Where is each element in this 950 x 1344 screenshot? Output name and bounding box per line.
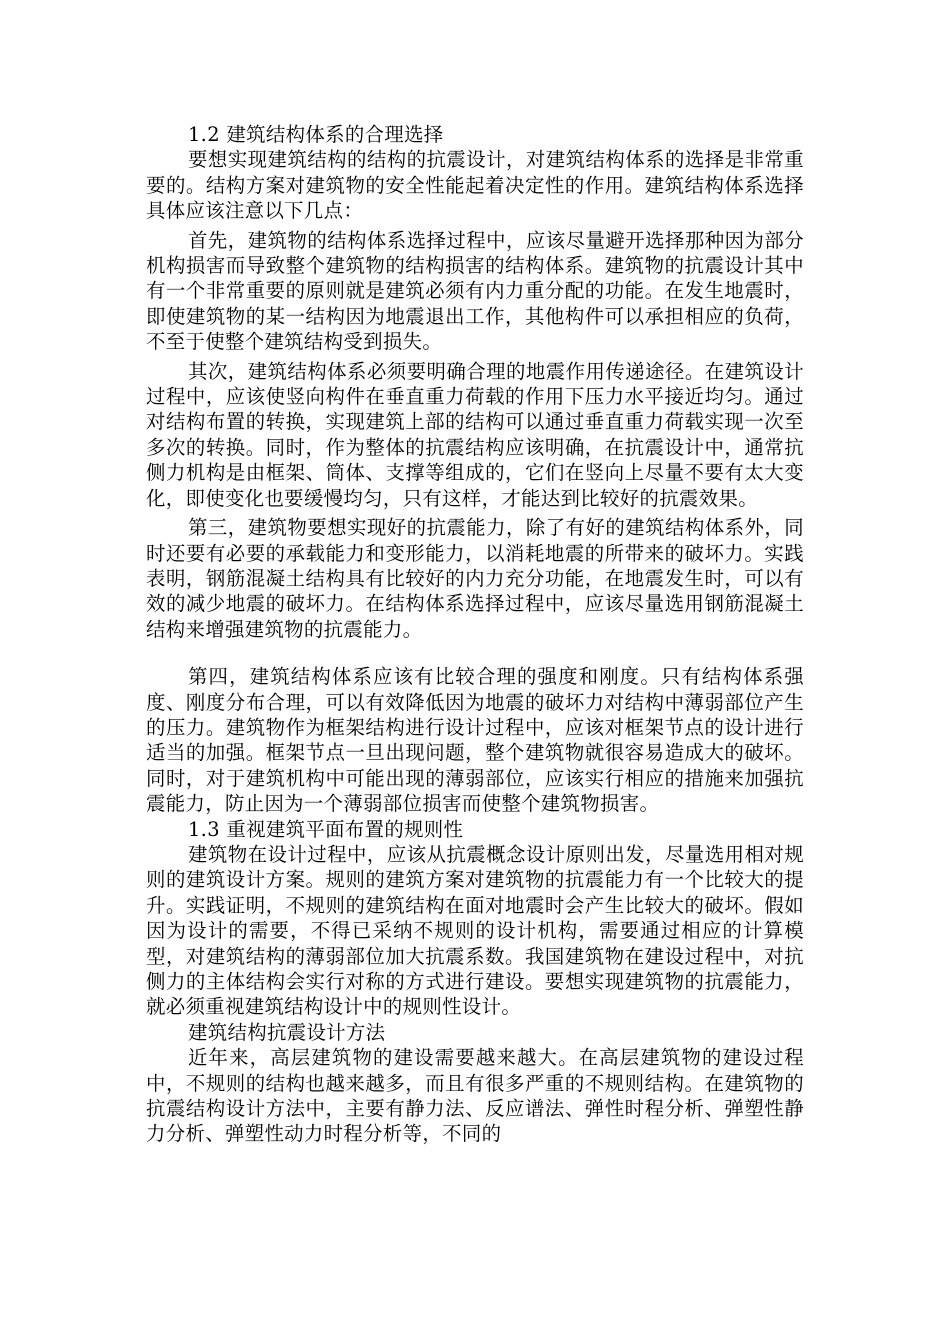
paragraph-second-point: 其次，建筑结构体系必须要明确合理的地震作用传递途径。在建筑设计过程中，应该使竖向构件在垂直重力荷载的作用下压力水平接近均匀。通过对结构布置的转换，实现建筑上部的结构可以通过垂直重力荷载实现一次至多次的转换。同时，作为整体的抗震结构应该明确，在抗震设计中，通常抗侧力机构是由框架、筒体、支撑等组成的，它们在竖向上尽量不要有太大变化，即使变化也要缓慢均匀，只有这样，才能达到比较好的抗震效果。 — [146, 359, 804, 510]
paragraph-fourth-point: 第四，建筑结构体系应该有比较合理的强度和刚度。只有结构体系强度、刚度分布合理，可以有效降低因为地震的破坏力对结构中薄弱部位产生的压力。建筑物作为框架结构进行设计过程中，应该对框架节点的设计进行适当的加强。框架节点一旦出现问题，整个建筑物就很容易造成大的破坏。同时，对于建筑机构中可能出现的薄弱部位，应该实行相应的措施来加强抗震能力，防止因为一个薄弱部位损害而使整个建筑物损害。 — [146, 665, 804, 816]
document-page — [146, 122, 804, 1147]
section-heading-1-3: 1.3 重视建筑平面布置的规则性 — [188, 817, 464, 841]
paragraph-regularity: 建筑物在设计过程中，应该从抗震概念设计原则出发，尽量选用相对规则的建筑设计方案。规则的建筑方案对建筑物的抗震能力有一个比较大的提升。实践证明，不规则的建筑结构在面对地震时会产生比较大的破坏。假如因为设计的需要，不得已采纳不规则的设计机构，需要通过相应的计算模型，对建筑结构的薄弱部位加大抗震系数。我国建筑物在建设过程中，对抗侧力的主体结构会实行对称的方式进行建设。要想实现建筑物的抗震能力，就必须重视建筑结构设计中的规则性设计。 — [146, 842, 804, 1019]
paragraph-first-point: 首先，建筑物的结构体系选择过程中，应该尽量避开选择那种因为部分机构损害而导致整个建筑物的结构损害的结构体系。建筑物的抗震设计其中有一个非常重要的原则就是建筑必须有内力重分配的功能。在发生地震时，即使建筑物的某一结构因为地震退出工作，其他构件可以承担相应的负荷，不至于使整个建筑结构受到损失。 — [146, 228, 804, 354]
paragraph-methods: 近年来，高层建筑物的建设需要越来越大。在高层建筑物的建设过程中，不规则的结构也越来越多，而且有很多严重的不规则结构。在建筑物的抗震结构设计方法中，主要有静力法、反应谱法、弹性时程分析、弹塑性静力分析、弹塑性动力时程分析等，不同的 — [146, 1046, 804, 1146]
blank-spacer — [146, 642, 804, 664]
section-heading-1-2: 1.2 建筑结构体系的合理选择 — [188, 123, 444, 146]
paragraph-third-point: 第三，建筑物要想实现好的抗震能力，除了有好的建筑结构体系外，同时还要有必要的承载能力和变形能力，以消耗地震的所带来的破坏力。实践表明，钢筋混凝土结构具有比较好的内力充分功能，在地震发生时，可以有效的减少地震的破坏力。在结构体系选择过程中，应该尽量选用钢筋混凝土结构来增强建筑物的抗震能力。 — [146, 516, 804, 641]
section-heading-methods: 建筑结构抗震设计方法 — [188, 1020, 386, 1044]
paragraph-intro: 要想实现建筑结构的结构的抗震设计，对建筑结构体系的选择是非常重要的。结构方案对建筑物的安全性能起着决定性的作用。建筑结构体系选择具体应该注意以下几点： — [146, 148, 804, 223]
